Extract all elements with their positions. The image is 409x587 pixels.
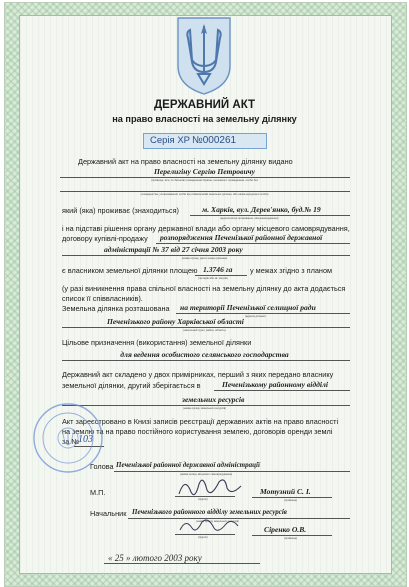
location-caption1: (адреса ділянки)	[245, 315, 266, 318]
basis-value3: адміністрації № 37 від 27 січня 2003 року	[104, 245, 243, 254]
date-handwritten: « 25 » лютого 2003 року	[108, 553, 202, 563]
head-label: Голова	[90, 462, 114, 471]
document-title: ДЕРЖАВНИЙ АКТ	[153, 99, 256, 111]
chief-name-line	[252, 535, 332, 536]
area-value: 1.3746 га	[203, 265, 233, 274]
purpose-label: Цільове призначення (використання) земельної ділянки	[62, 338, 252, 347]
series-number: №000261	[192, 135, 237, 146]
head-caption: (назва органу місцевого самоврядування)	[180, 473, 233, 476]
head-org: Печенізької районної державної адміністрації	[116, 461, 260, 469]
basis-label: договору купівлі-продажу	[62, 234, 148, 243]
area-line	[195, 275, 247, 276]
registration-number: 103	[78, 434, 93, 445]
head-name-caption: (прізвище)	[284, 499, 298, 502]
basis-line1: і на підставі рішення органу державної влади або органу місцевого самоврядування,	[62, 224, 350, 233]
series-box	[143, 133, 267, 149]
owner-caption-2: громадянства, уповноваженої особи від співвласників земельної ділянки, або назва юридичної особи)	[140, 193, 269, 196]
copies-line3-value: земельних ресурсів	[182, 395, 245, 404]
purpose-value: для ведення особистого селянського господарства	[120, 350, 289, 359]
location-caption2: (населений пункт, район, область)	[183, 329, 226, 332]
purpose-line	[62, 360, 350, 361]
residence-caption: (адреса місця проживання, місцезнаходження)	[220, 217, 279, 220]
chief-name: Сіренко О.В.	[264, 525, 307, 534]
head-name: Мотузний С. І.	[260, 487, 311, 496]
area-tail: у межах згідно з планом	[250, 266, 333, 275]
residence-value: м. Харків, вул. Дерев'янко, буд.№ 19	[202, 205, 321, 214]
owner-line-2	[60, 191, 350, 192]
series-label: Серія ХР	[150, 135, 190, 146]
copies-caption: (назва органу земельних ресурсів)	[182, 407, 227, 410]
residence-label: який (яка) проживає (знаходиться)	[62, 206, 179, 215]
owner-caption: (прізвище, ім'я, по батькові громадянина України, іноземного громадянина, особи без	[151, 179, 258, 182]
basis-line3	[62, 255, 350, 256]
chief-label: Начальник	[90, 509, 127, 518]
registration-prefix: за №	[62, 437, 80, 446]
chief-signature-icon	[178, 514, 242, 536]
date-line	[104, 563, 260, 564]
registration-line2: на землю та на право постійного користування землею, договорів оренди землі	[62, 427, 333, 436]
basis-caption: (назва органу, дата і номер рішення)	[181, 257, 228, 260]
owner-line	[60, 177, 350, 178]
copies-line2	[214, 390, 350, 391]
mp-label: М.П.	[90, 488, 106, 497]
basis-line2	[156, 243, 350, 244]
chief-org: Печенізького районного відділу земельних ресурсів	[132, 508, 287, 516]
basis-value2: розпорядження Печенізької районної державної	[160, 233, 323, 242]
registration-line1: Акт зареєстровано в Книзі записів реєстрації державних актів на право власності	[62, 417, 339, 426]
document-subtitle: на право власності на земельну ділянку	[112, 114, 297, 124]
head-name-line	[252, 497, 332, 498]
location-line1	[176, 313, 350, 314]
location-label: Земельна ділянка розташована	[62, 304, 170, 313]
head-signature-icon	[175, 474, 245, 500]
location-value2: Печенізького району Харківської області	[107, 317, 244, 326]
chief-sign-caption: (підпис)	[198, 536, 208, 539]
location-value1: на території Печенізької селищної ради	[180, 303, 316, 312]
copies-line2-value: Печенізькому районному відділі	[222, 380, 329, 389]
head-org-line	[114, 471, 350, 472]
issued-intro: Державний акт на право власності на земельну ділянку видано	[78, 157, 293, 166]
chief-name-caption: (прізвище)	[284, 537, 298, 540]
owner-name: Перелигіну Сергію Петровичу	[153, 167, 256, 176]
chief-caption: (назва органу земельних ресурсів)	[196, 520, 240, 523]
shared-line2: список її співвласників).	[62, 294, 143, 303]
copies-line2-label: земельної ділянки, другий зберігається в	[62, 381, 201, 390]
location-line2	[62, 327, 350, 328]
shared-line1: (у разі виникнення права спільної власності на земельну ділянку до акта додається	[62, 284, 346, 293]
head-sign-caption: (підпис)	[198, 498, 208, 501]
trident-icon	[172, 14, 236, 96]
area-caption: (гектарів або кв. метрів)	[198, 277, 228, 280]
residence-line	[190, 215, 350, 216]
area-label: є власником земельної ділянки площею	[62, 266, 198, 275]
copies-line1: Державний акт складено у двох примірниках, перший з яких передано власнику	[62, 370, 334, 379]
